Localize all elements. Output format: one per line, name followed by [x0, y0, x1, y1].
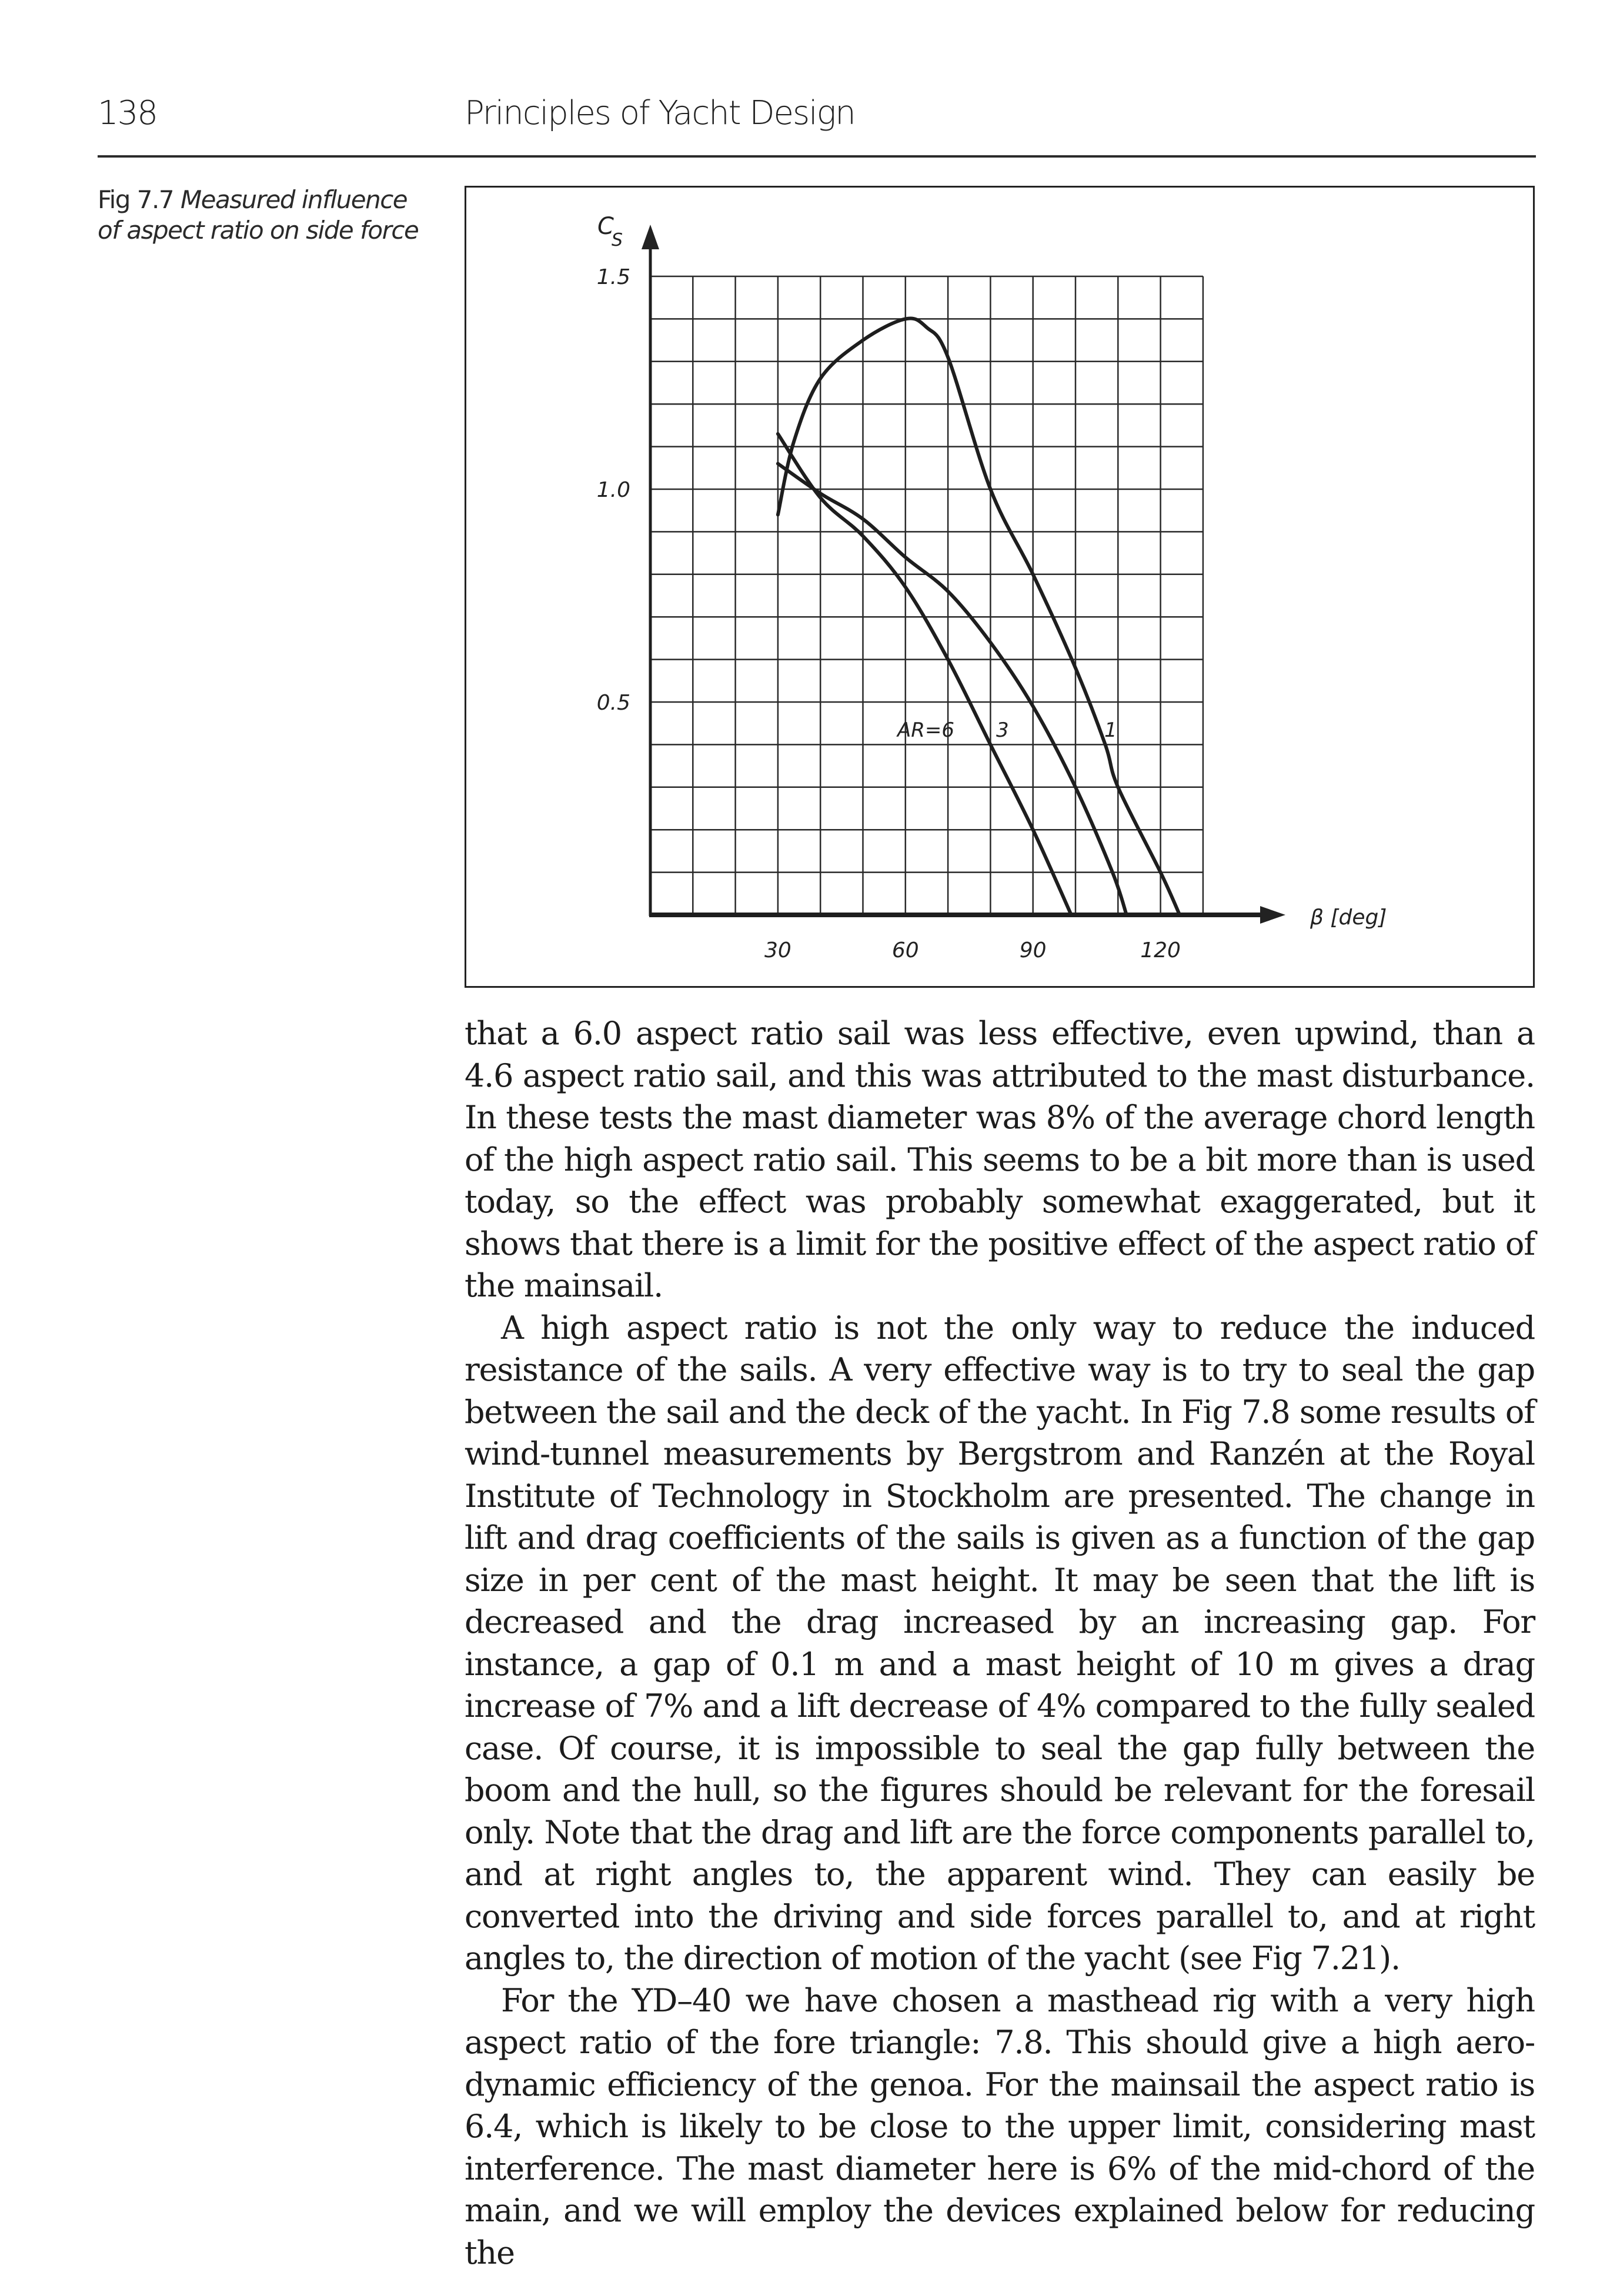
y-axis-label-subscript: S [612, 230, 623, 250]
y-tick-label: 1.0 [596, 478, 630, 502]
page-number: 138 [98, 94, 157, 132]
figure-caption [98, 185, 427, 246]
figure-label: Fig 7.7 [98, 185, 174, 214]
series-label: 3 [996, 718, 1009, 742]
body-text [465, 1012, 1535, 2274]
x-tick-label: 90 [1019, 938, 1047, 962]
y-tick-label: 1.5 [596, 265, 630, 289]
series-label: AR=6 [897, 718, 955, 742]
paragraph: A high aspect ratio is not the only way to reduce the induced resistance of the sails. A very effective way is to try to seal the gap between the sail and the deck of the yacht. In Fig 7.8 some results of wind-tunnel measurements by Bergstrom and Ranzén at the Royal Institute of Technology in Stockholm are presented. The change in lift and drag coefficients of the sails is given as a function of the gap size in per cent of the mast height. It may be seen that the lift is decreased and the drag increased by an increasing gap. For instance, a gap of 0.1 m and a mast height of 10 m gives a drag increase of 7% and a lift decrease of 4% compared to the fully sealed case. Of course, it is impossible to seal the gap fully between the boom and the hull, so the figures should be relevant for the foresail only. Note that the drag and lift are the force components parallel to, and at right angles to, the apparent wind. They can easily be converted into the driving and side forces parallel to, and at right angles to, the direction of motion of the yacht (see Fig 7.21). [465, 1309, 1535, 1977]
running-title: Principles of Yacht Design [465, 94, 855, 132]
x-tick-label: 60 [891, 938, 919, 962]
paragraph: For the YD–40 we have chosen a masthead rig with a very high aspect ratio of the fore triangle: 7.8. This should give a high aero-dynamic efficiency of the genoa. For the mainsail the aspect ratio is 6.4, which is likely to be close to the upper limit, considering mast interference. The mast diameter here is 6% of the mid-chord of the main, and we will employ the devices explained below for reducing the [465, 1981, 1535, 2271]
y-axis-label: C [597, 213, 614, 240]
figure-title: Measured influence of aspect ratio on side force [98, 185, 419, 245]
x-tick-label: 30 [764, 938, 791, 962]
paragraph: that a 6.0 aspect ratio sail was less effective, even upwind, than a 4.6 aspect ratio sail, and this was attributed to the mast disturbance. In these tests the mast diameter was 8% of the average chord length of the high aspect ratio sail. This seems to be a bit more than is used today, so the effect was probably somewhat exaggerated, but it shows that there is a limit for the positive effect of the aspect ratio of the mainsail. [465, 1015, 1535, 1304]
x-axis-label: β [deg] [1310, 905, 1387, 930]
series-label: 1 [1104, 718, 1117, 742]
y-tick-label: 0.5 [596, 691, 630, 715]
x-tick-label: 120 [1140, 938, 1181, 962]
header-rule [98, 155, 1536, 158]
figure-frame [465, 186, 1535, 988]
